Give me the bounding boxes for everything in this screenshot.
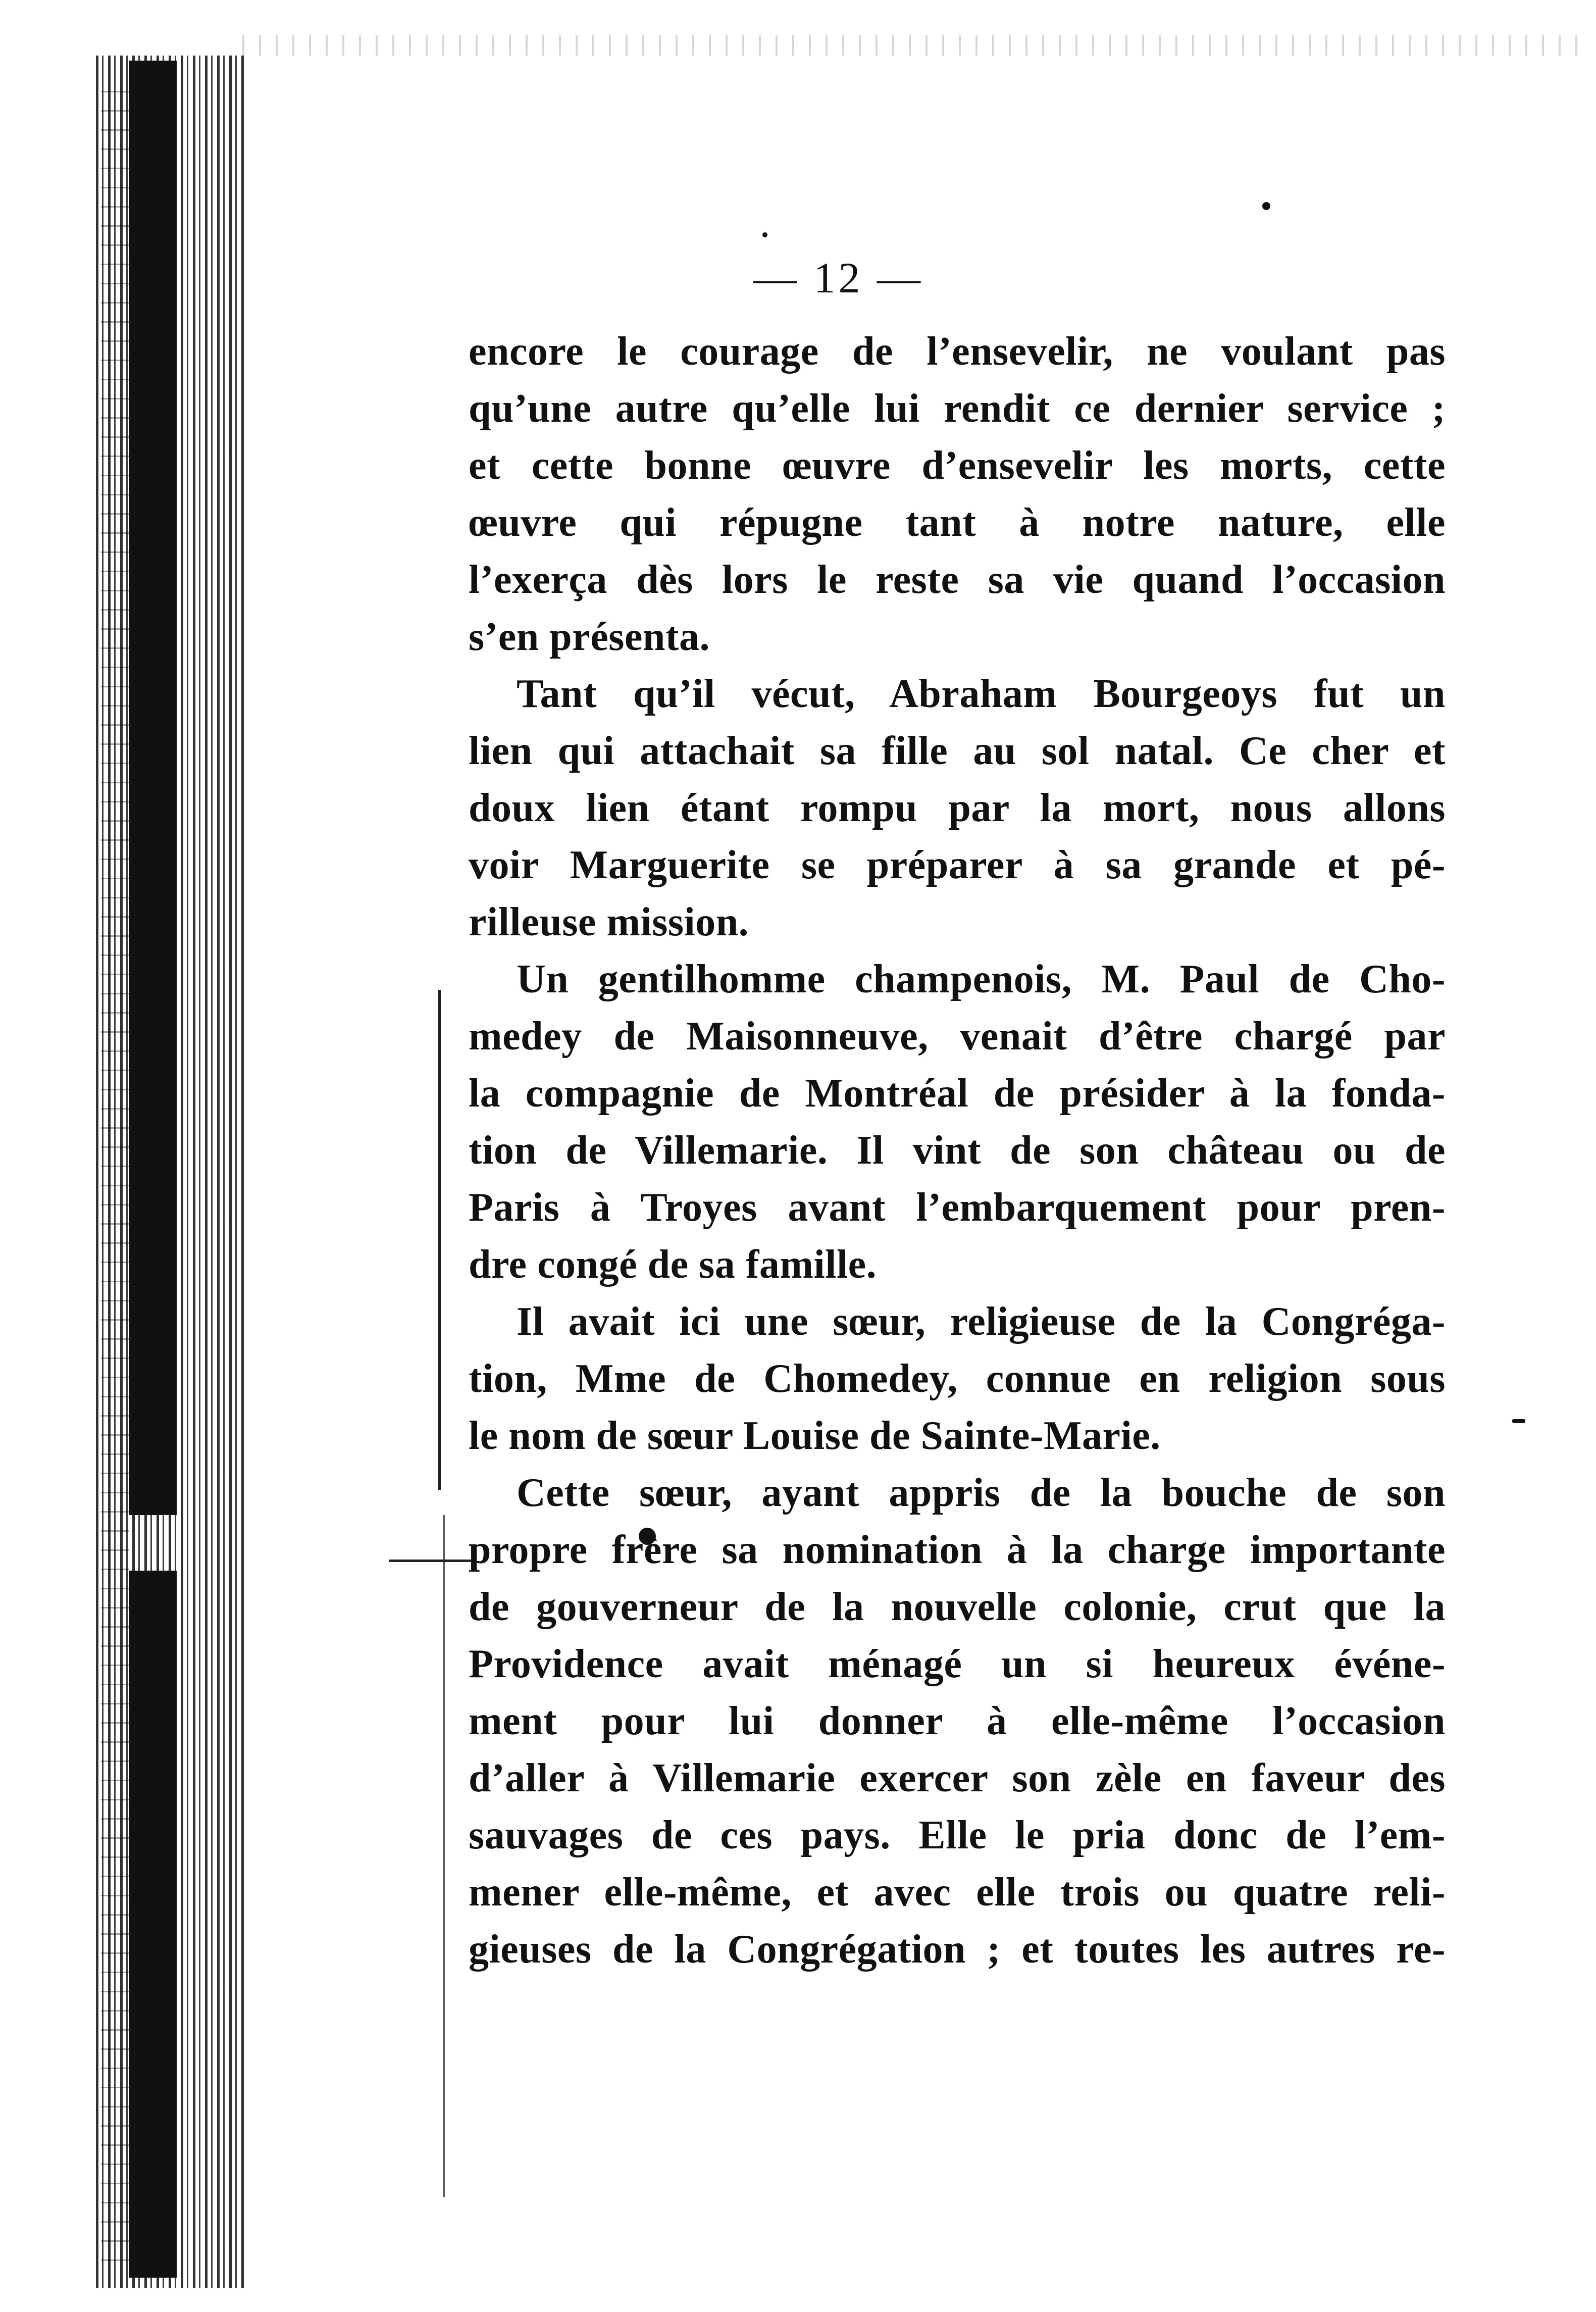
paragraph-5 bbox=[469, 1465, 1446, 1978]
text-line: gieuses de la Congrégation ; et toutes les autres re- bbox=[469, 1927, 1446, 1972]
text-line: s’en présenta. bbox=[469, 615, 710, 659]
text-line: rilleuse mission. bbox=[469, 900, 749, 944]
text-line: d’aller à Villemarie exercer son zèle en faveur des bbox=[469, 1756, 1446, 1800]
paragraph-3 bbox=[469, 951, 1446, 1293]
text-line: l’exerça dès lors le reste sa vie quand l’occasion bbox=[469, 558, 1446, 602]
text-line: Tant qu’il vécut, Abraham Bourgeoys fut un bbox=[517, 672, 1446, 716]
text-line: qu’une autre qu’elle lui rendit ce dernier service ; bbox=[469, 386, 1446, 431]
text-line: Cette sœur, ayant appris de la bouche de son bbox=[517, 1471, 1446, 1515]
text-line: le nom de sœur Louise de Sainte-Marie. bbox=[469, 1414, 1161, 1458]
text-line: lien qui attachait sa fille au sol natal. Ce cher et bbox=[469, 729, 1446, 773]
text-line: voir Marguerite se préparer à sa grande et pé- bbox=[469, 843, 1446, 887]
text-line: tion, Mme de Chomedey, connue en religion sous bbox=[469, 1356, 1446, 1401]
text-line: Il avait ici une sœur, religieuse de la Congréga- bbox=[517, 1299, 1446, 1344]
text-line: encore le courage de l’ensevelir, ne voulant pas bbox=[469, 329, 1446, 374]
text-line: et cette bonne œuvre d’ensevelir les morts, cette bbox=[469, 443, 1446, 488]
text-line: Providence avait ménagé un si heureux événe- bbox=[469, 1642, 1446, 1686]
text-line: mener elle-même, et avec elle trois ou quatre reli- bbox=[469, 1870, 1446, 1915]
ink-dot bbox=[1262, 202, 1270, 210]
text-line: ment pour lui donner à elle-même l’occasion bbox=[469, 1699, 1446, 1743]
paragraph-1 bbox=[469, 323, 1446, 666]
ink-dot bbox=[762, 232, 767, 237]
text-line: tion de Villemarie. Il vint de son château ou de bbox=[469, 1128, 1446, 1173]
text-line: dre congé de sa famille. bbox=[469, 1242, 877, 1287]
text-line: la compagnie de Montréal de présider à la fonda- bbox=[469, 1071, 1446, 1116]
margin-bracket-mark bbox=[438, 990, 445, 1490]
paragraph-4 bbox=[469, 1293, 1446, 1465]
text-line: de gouverneur de la nouvelle colonie, crut que la bbox=[469, 1585, 1446, 1629]
binding-shadow-lower bbox=[129, 1571, 177, 2278]
text-line: Un gentilhomme champenois, M. Paul de Cho- bbox=[517, 957, 1446, 1001]
margin-stroke-mark bbox=[389, 1560, 475, 1562]
text-line: doux lien étant rompu par la mort, nous allons bbox=[469, 786, 1446, 830]
page-number: — 12 — bbox=[753, 254, 923, 302]
text-line: medey de Maisonneuve, venait d’être chargé par bbox=[469, 1014, 1446, 1059]
text-line: propre frère sa nomination à la charge importante bbox=[469, 1528, 1446, 1572]
paragraph-2 bbox=[469, 666, 1446, 951]
binding-speckle bbox=[101, 91, 129, 2263]
ink-dot bbox=[1512, 1419, 1525, 1423]
text-line: sauvages de ces pays. Elle le pria donc de l’em- bbox=[469, 1813, 1446, 1857]
top-edge-speckle bbox=[242, 35, 1580, 56]
text-line: Paris à Troyes avant l’embarquement pour pren- bbox=[469, 1185, 1446, 1230]
text-line: œuvre qui répugne tant à notre nature, elle bbox=[469, 500, 1446, 545]
body-text bbox=[469, 323, 1446, 1978]
margin-line-mark bbox=[443, 1515, 447, 2197]
